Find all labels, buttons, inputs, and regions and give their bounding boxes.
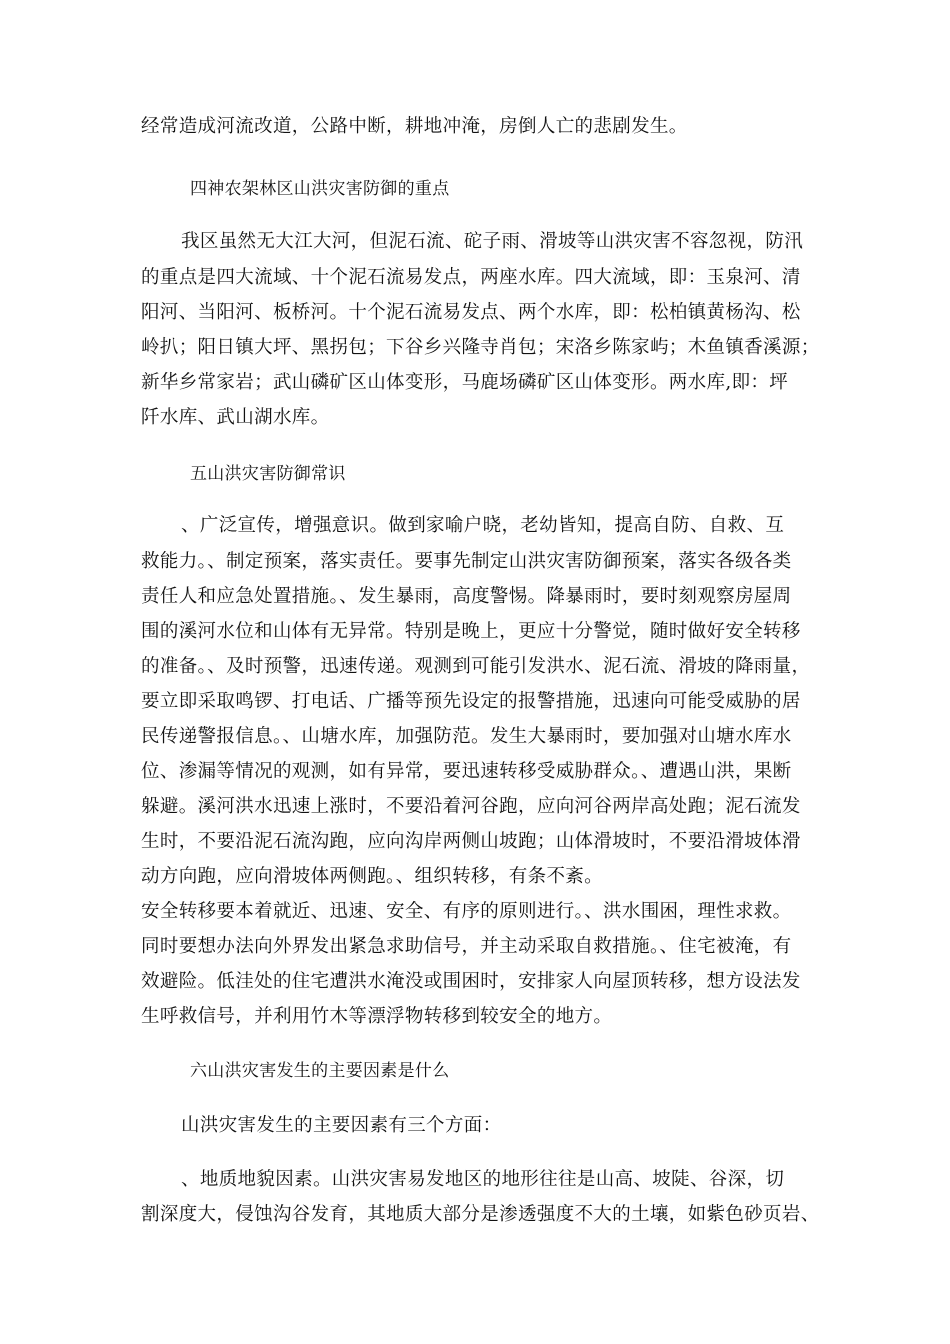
section-5-line: 围的溪河水位和山体有无异常。特别是晚上，更应十分警觉，随时做好安全转移 xyxy=(141,621,801,642)
intro-line: 经常造成河流改道，公路中断，耕地冲淹，房倒人亡的悲剧发生。 xyxy=(141,116,688,137)
section-6-heading: 六山洪灾害发生的主要因素是什么 xyxy=(190,1061,450,1081)
section-5-line: 生时，不要沿泥石流沟跑，应向沟岸两侧山坡跑；山体滑坡时，不要沿滑坡体滑 xyxy=(141,831,801,852)
section-4-line: 我区虽然无大江大河，但泥石流、砣子雨、滑坡等山洪灾害不容忽视，防汛 xyxy=(181,231,804,252)
section-5-line: 同时要想办法向外界发出紧急求助信号，并主动采取自救措施。、住宅被淹，有 xyxy=(141,936,792,957)
section-6-intro: 山洪灾害发生的主要因素有三个方面： xyxy=(181,1115,502,1136)
section-5-line: 责任人和应急处置措施。、发生暴雨，高度警惕。降暴雨时，要时刻观察房屋周 xyxy=(141,586,792,607)
section-4-heading: 四神农架林区山洪灾害防御的重点 xyxy=(190,179,450,199)
section-5-line: 、广泛宣传，增强意识。做到家喻户晓，老幼皆知，提高自防、自救、互 xyxy=(181,515,785,536)
section-6-line: 割深度大，侵蚀沟谷发育，其地质大部分是渗透强度不大的土壤，如紫色砂页岩、 xyxy=(141,1204,820,1225)
section-4-line: 新华乡常家岩；武山磷矿区山体变形，马鹿场磷矿区山体变形。两水库,即：坪 xyxy=(141,372,789,393)
section-4-line: 阳河、当阳河、板桥河。十个泥石流易发点、两个水库，即：松柏镇黄杨沟、松 xyxy=(141,302,801,323)
section-5-heading: 五山洪灾害防御常识 xyxy=(190,464,346,484)
section-5-line: 要立即采取鸣锣、打电话、广播等预先设定的报警措施，迅速向可能受威胁的居 xyxy=(141,691,801,712)
section-4-line: 的重点是四大流域、十个泥石流易发点，两座水库。四大流域，即：玉泉河、清 xyxy=(141,267,801,288)
section-5-line: 躲避。溪河洪水迅速上涨时，不要沿着河谷跑，应向河谷两岸高处跑；泥石流发 xyxy=(141,796,801,817)
section-4-line: 阡水库、武山湖水库。 xyxy=(141,407,330,428)
section-5-line: 动方向跑，应向滑坡体两侧跑。、组织转移，有条不紊。 xyxy=(141,866,604,887)
section-5-line: 生呼救信号，并利用竹木等漂浮物转移到较安全的地方。 xyxy=(141,1006,613,1027)
section-5-line: 位、渗漏等情况的观测，如有异常，要迅速转移受威胁群众。、遭遇山洪，果断 xyxy=(141,761,792,782)
section-5-line: 效避险。低洼处的住宅遭洪水淹没或围困时，安排家人向屋顶转移，想方设法发 xyxy=(141,971,801,992)
section-4-line: 岭扒；阳日镇大坪、黑拐包；下谷乡兴隆寺肖包；宋洛乡陈家屿；木鱼镇香溪源； xyxy=(141,337,820,358)
section-5-line: 安全转移要本着就近、迅速、安全、有序的原则进行。、洪水围困，理性求救。 xyxy=(141,901,792,922)
section-5-line: 民传递警报信息。、山塘水库，加强防范。发生大暴雨时，要加强对山塘水库水 xyxy=(141,726,792,747)
section-5-line: 的准备。、及时预警，迅速传递。观测到可能引发洪水、泥石流、滑坡的降雨量， xyxy=(141,656,811,677)
section-6-line: 、地质地貌因素。山洪灾害易发地区的地形往往是山高、坡陡、谷深，切 xyxy=(181,1169,785,1190)
section-5-line: 救能力。、制定预案，落实责任。要事先制定山洪灾害防御预案，落实各级各类 xyxy=(141,551,792,572)
